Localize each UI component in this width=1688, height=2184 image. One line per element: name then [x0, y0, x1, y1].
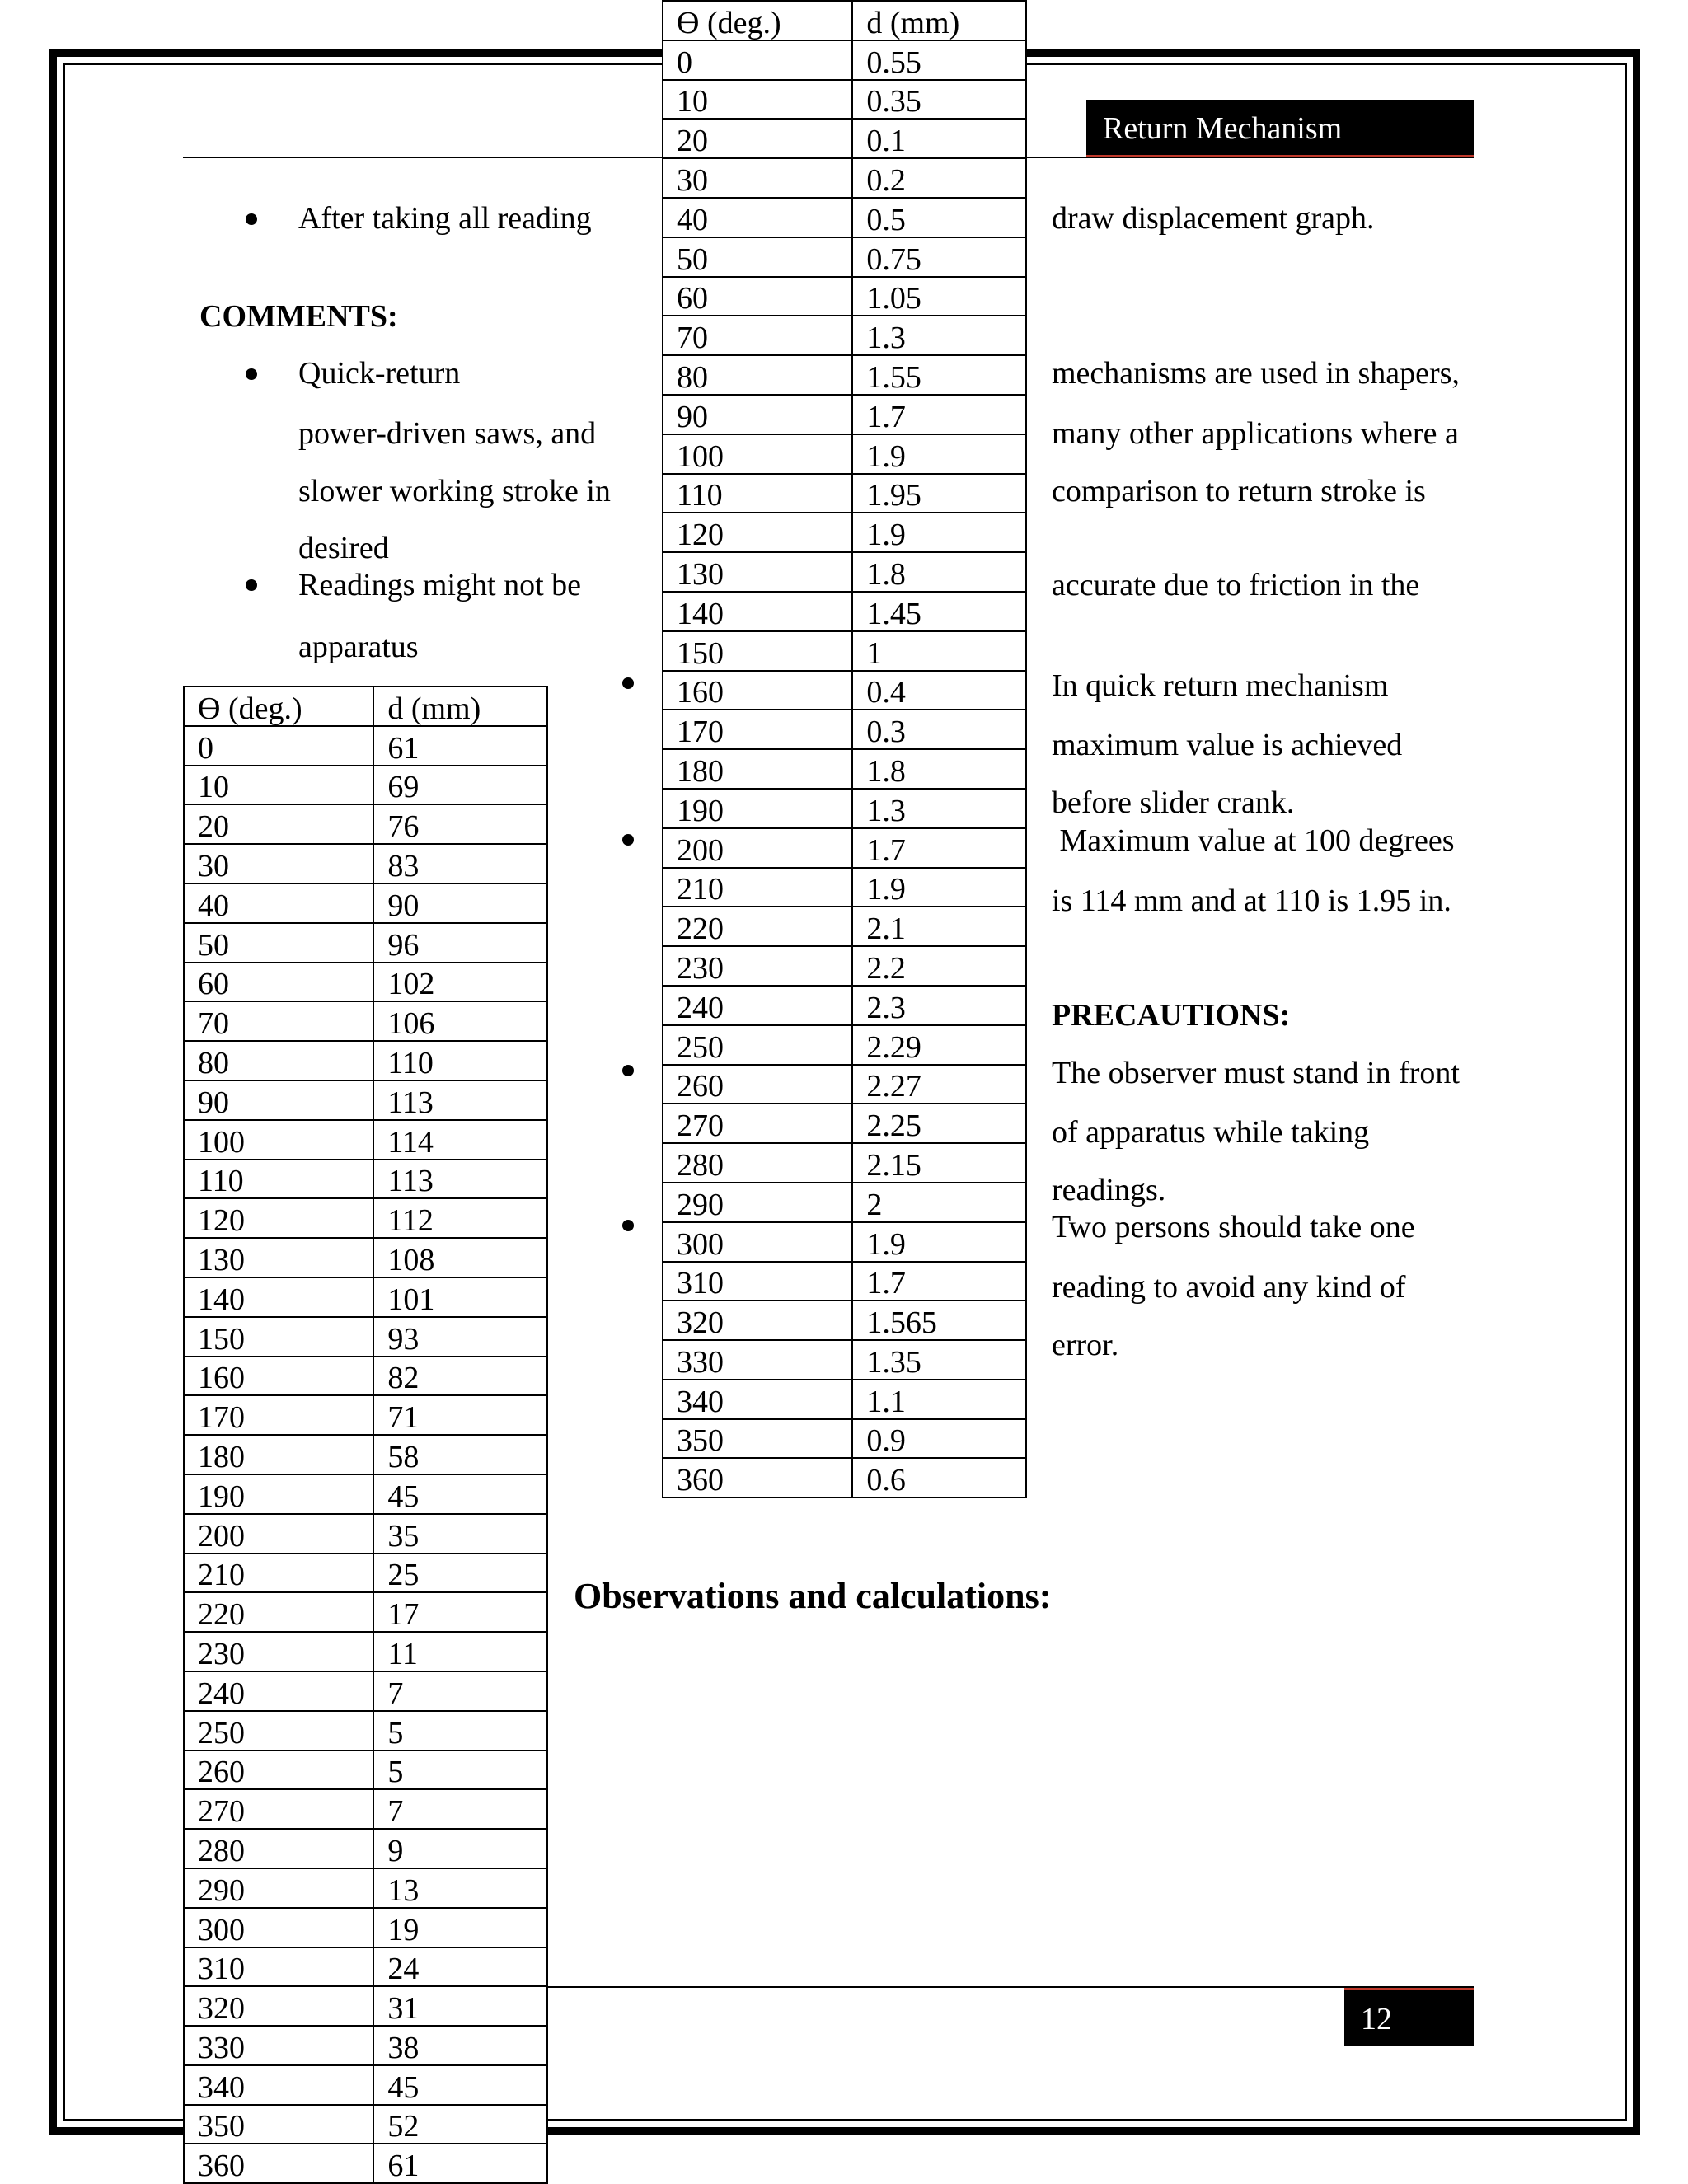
bullet-icon [246, 368, 257, 380]
table-row [184, 1908, 547, 1947]
angle-cell: 210 [184, 1554, 373, 1593]
angle-cell: 270 [663, 1104, 852, 1143]
angle-cell: 10 [663, 80, 852, 120]
comment-right-line-2: many other applications where a [1052, 416, 1459, 451]
angle-cell: 220 [184, 1592, 373, 1632]
precaution-2-line-3: error. [1052, 1328, 1119, 1362]
angle-cell: 110 [663, 474, 852, 513]
bullet-icon [246, 213, 257, 225]
step-text-left: After taking all reading [298, 201, 592, 236]
comment-right-line-3: comparison to return stroke is [1052, 474, 1426, 509]
table-row [184, 1671, 547, 1711]
displacement-cell: 0.75 [852, 237, 1026, 277]
table-row [184, 726, 547, 766]
displacement-cell: 9 [373, 1829, 547, 1868]
displacement-cell: 1.7 [852, 395, 1026, 434]
displacement-cell: 19 [373, 1908, 547, 1947]
angle-cell: 180 [663, 749, 852, 789]
displacement-cell: 93 [373, 1317, 547, 1357]
displacement-cell: 114 [373, 1120, 547, 1160]
angle-cell: 120 [184, 1198, 373, 1238]
comment-line-2: power-driven saws, and [298, 416, 597, 451]
table-row [663, 1301, 1026, 1340]
footer-rule [462, 1986, 1474, 1988]
comment-line-3: slower working stroke in [298, 474, 611, 509]
angle-cell: 160 [663, 671, 852, 710]
angle-cell: 240 [663, 986, 852, 1025]
angle-cell: 0 [184, 726, 373, 766]
friction-line-1: Readings might not be [298, 568, 582, 602]
angle-cell: 160 [184, 1357, 373, 1396]
displacement-table-center [662, 0, 1027, 1498]
table-row [663, 513, 1026, 552]
angle-cell: 170 [184, 1395, 373, 1435]
table-row [663, 1419, 1026, 1459]
table-row [663, 592, 1026, 631]
friction-right: accurate due to friction in the [1052, 568, 1420, 602]
table-row [184, 923, 547, 963]
angle-cell: 0 [663, 40, 852, 80]
table-row [663, 80, 1026, 120]
angle-cell: 270 [184, 1789, 373, 1829]
table-row [184, 1947, 547, 1987]
table-row [663, 355, 1026, 395]
table-row [663, 277, 1026, 316]
displacement-cell: 11 [373, 1632, 547, 1671]
angle-cell: 140 [663, 592, 852, 631]
table-row [663, 986, 1026, 1025]
angle-cell: 100 [663, 434, 852, 474]
angle-cell: 300 [184, 1908, 373, 1947]
displacement-cell: 1.9 [852, 513, 1026, 552]
angle-cell: 260 [184, 1750, 373, 1790]
table-row [663, 1380, 1026, 1419]
displacement-cell: 1.45 [852, 592, 1026, 631]
displacement-cell: 102 [373, 963, 547, 1002]
angle-cell: 320 [663, 1301, 852, 1340]
displacement-cell: 61 [373, 726, 547, 766]
angle-cell: 350 [663, 1419, 852, 1459]
table-row [663, 749, 1026, 789]
displacement-cell: 2 [852, 1183, 1026, 1222]
table-row [184, 1632, 547, 1671]
displacement-cell: 96 [373, 923, 547, 963]
table-row [184, 1829, 547, 1868]
displacement-cell: 35 [373, 1514, 547, 1554]
displacement-cell: 5 [373, 1750, 547, 1790]
displacement-cell: 52 [373, 2105, 547, 2144]
displacement-cell: 71 [373, 1395, 547, 1435]
angle-cell: 60 [663, 277, 852, 316]
displacement-cell: 2.3 [852, 986, 1026, 1025]
angle-cell: 260 [663, 1065, 852, 1104]
angle-cell: 310 [184, 1947, 373, 1987]
quick-return-note-3: before slider crank. [1052, 785, 1295, 820]
angle-cell: 30 [663, 158, 852, 198]
angle-cell: 200 [184, 1514, 373, 1554]
table-row [663, 710, 1026, 749]
table-row [184, 1789, 547, 1829]
angle-cell: 50 [184, 923, 373, 963]
angle-cell: 180 [184, 1435, 373, 1474]
displacement-cell: 58 [373, 1435, 547, 1474]
angle-cell: 280 [663, 1143, 852, 1183]
table-row [184, 1868, 547, 1908]
table-row [184, 2144, 547, 2183]
table-row [184, 1592, 547, 1632]
table-row [184, 1080, 547, 1120]
displacement-cell: 0.2 [852, 158, 1026, 198]
displacement-cell: 1.1 [852, 1380, 1026, 1419]
displacement-cell: 0.35 [852, 80, 1026, 120]
displacement-cell: 2.15 [852, 1143, 1026, 1183]
angle-cell: 330 [663, 1340, 852, 1380]
table-row [184, 1395, 547, 1435]
comment-line-4: desired [298, 531, 389, 565]
table-row [184, 766, 547, 805]
displacement-cell: 61 [373, 2144, 547, 2183]
precaution-2-line-2: reading to avoid any kind of [1052, 1270, 1406, 1305]
angle-cell: 120 [663, 513, 852, 552]
bullet-icon [622, 834, 634, 846]
precautions-heading: PRECAUTIONS: [1052, 998, 1291, 1033]
angle-cell: 90 [663, 395, 852, 434]
table-row [663, 158, 1026, 198]
displacement-cell: 1 [852, 631, 1026, 671]
displacement-cell: 0.55 [852, 40, 1026, 80]
displacement-cell: 112 [373, 1198, 547, 1238]
table-row [184, 1041, 547, 1080]
angle-cell: 150 [663, 631, 852, 671]
displacement-cell: 5 [373, 1711, 547, 1750]
table-row [663, 868, 1026, 907]
displacement-cell: 2.29 [852, 1025, 1026, 1065]
displacement-cell: 1.7 [852, 1262, 1026, 1301]
table-row [663, 631, 1026, 671]
angle-cell: 40 [663, 198, 852, 237]
table-row [184, 1160, 547, 1199]
precaution-2-line-1: Two persons should take one [1052, 1210, 1415, 1244]
table-row [184, 1317, 547, 1357]
angle-cell: 330 [184, 2026, 373, 2065]
angle-header: ϴ (deg.) [184, 687, 373, 726]
table-row [184, 1357, 547, 1396]
table-row [184, 1001, 547, 1041]
displacement-header: d (mm) [373, 687, 547, 726]
table-row [184, 1554, 547, 1593]
angle-cell: 360 [184, 2144, 373, 2183]
displacement-cell: 7 [373, 1789, 547, 1829]
angle-cell: 130 [663, 552, 852, 592]
angle-cell: 290 [663, 1183, 852, 1222]
displacement-cell: 1.3 [852, 316, 1026, 355]
bullet-icon [622, 1220, 634, 1231]
table-row [663, 434, 1026, 474]
page-number: 12 [1344, 1988, 1474, 2046]
angle-cell: 150 [184, 1317, 373, 1357]
table-row [184, 2105, 547, 2144]
angle-cell: 210 [663, 868, 852, 907]
angle-cell: 300 [663, 1222, 852, 1262]
displacement-cell: 90 [373, 883, 547, 923]
angle-cell: 140 [184, 1277, 373, 1317]
table-row [663, 828, 1026, 868]
displacement-cell: 17 [373, 1592, 547, 1632]
angle-cell: 280 [184, 1829, 373, 1868]
angle-cell: 190 [184, 1474, 373, 1514]
angle-cell: 230 [184, 1632, 373, 1671]
displacement-cell: 1.95 [852, 474, 1026, 513]
displacement-cell: 31 [373, 1986, 547, 2026]
table-row [663, 1340, 1026, 1380]
angle-cell: 50 [663, 237, 852, 277]
displacement-cell: 106 [373, 1001, 547, 1041]
displacement-cell: 1.7 [852, 828, 1026, 868]
comment-line-1: Quick-return [298, 356, 461, 391]
step-text-right: draw displacement graph. [1052, 201, 1375, 236]
angle-cell: 30 [184, 844, 373, 883]
angle-cell: 240 [184, 1671, 373, 1711]
displacement-cell: 2.27 [852, 1065, 1026, 1104]
table-row [663, 671, 1026, 710]
table-row [184, 1711, 547, 1750]
precaution-1-line-1: The observer must stand in front [1052, 1056, 1460, 1090]
displacement-cell: 110 [373, 1041, 547, 1080]
angle-cell: 90 [184, 1080, 373, 1120]
angle-cell: 290 [184, 1868, 373, 1908]
displacement-cell: 1.8 [852, 552, 1026, 592]
table-row [184, 1238, 547, 1277]
table-row [184, 1120, 547, 1160]
angle-cell: 200 [663, 828, 852, 868]
angle-cell: 250 [663, 1025, 852, 1065]
angle-cell: 190 [663, 789, 852, 828]
angle-cell: 20 [663, 119, 852, 158]
friction-line-2: apparatus [298, 630, 419, 664]
displacement-cell: 83 [373, 844, 547, 883]
displacement-cell: 1.35 [852, 1340, 1026, 1380]
displacement-cell: 0.3 [852, 710, 1026, 749]
displacement-cell: 1.8 [852, 749, 1026, 789]
table-row [663, 119, 1026, 158]
displacement-cell: 13 [373, 1868, 547, 1908]
table-row [663, 395, 1026, 434]
displacement-table-left [183, 686, 548, 2184]
table-row [663, 474, 1026, 513]
table-row [184, 1474, 547, 1514]
table-row [663, 237, 1026, 277]
angle-cell: 80 [663, 355, 852, 395]
displacement-cell: 2.25 [852, 1104, 1026, 1143]
table-row [663, 1143, 1026, 1183]
displacement-cell: 1.55 [852, 355, 1026, 395]
displacement-cell: 2.2 [852, 946, 1026, 986]
angle-cell: 250 [184, 1711, 373, 1750]
table-row [663, 1458, 1026, 1497]
table-row [184, 2026, 547, 2065]
displacement-cell: 1.9 [852, 1222, 1026, 1262]
table-row [184, 2065, 547, 2105]
displacement-cell: 1.05 [852, 277, 1026, 316]
bullet-icon [622, 677, 634, 689]
displacement-cell: 1.9 [852, 434, 1026, 474]
table-row [663, 789, 1026, 828]
table-row [663, 1183, 1026, 1222]
displacement-cell: 101 [373, 1277, 547, 1317]
table-row [184, 1198, 547, 1238]
table-row [663, 907, 1026, 946]
angle-cell: 100 [184, 1120, 373, 1160]
angle-header: ϴ (deg.) [663, 1, 852, 40]
angle-cell: 110 [184, 1160, 373, 1199]
comment-right-line-1: mechanisms are used in shapers, [1052, 356, 1460, 391]
angle-cell: 70 [663, 316, 852, 355]
displacement-cell: 0.1 [852, 119, 1026, 158]
displacement-cell: 113 [373, 1160, 547, 1199]
angle-cell: 350 [184, 2105, 373, 2144]
displacement-cell: 1.3 [852, 789, 1026, 828]
table-row [184, 804, 547, 844]
angle-cell: 310 [663, 1262, 852, 1301]
displacement-cell: 0.4 [852, 671, 1026, 710]
displacement-cell: 82 [373, 1357, 547, 1396]
angle-cell: 340 [663, 1380, 852, 1419]
table-header-row [184, 687, 547, 726]
angle-cell: 320 [184, 1986, 373, 2026]
table-row [184, 883, 547, 923]
displacement-cell: 45 [373, 1474, 547, 1514]
table-row [663, 1025, 1026, 1065]
bullet-icon [246, 579, 257, 591]
quick-return-note-1: In quick return mechanism [1052, 668, 1389, 703]
angle-cell: 220 [663, 907, 852, 946]
angle-cell: 20 [184, 804, 373, 844]
table-body [184, 687, 547, 2183]
quick-return-note-2: maximum value is achieved [1052, 728, 1403, 762]
displacement-cell: 113 [373, 1080, 547, 1120]
displacement-cell: 38 [373, 2026, 547, 2065]
table-row [184, 1277, 547, 1317]
angle-cell: 10 [184, 766, 373, 805]
comments-heading: COMMENTS: [199, 299, 398, 334]
displacement-cell: 0.9 [852, 1419, 1026, 1459]
angle-cell: 170 [663, 710, 852, 749]
table-body [663, 1, 1026, 1497]
displacement-cell: 108 [373, 1238, 547, 1277]
bullet-icon [622, 1065, 634, 1076]
observations-heading: Observations and calculations: [574, 1576, 1052, 1616]
displacement-cell: 69 [373, 766, 547, 805]
angle-cell: 60 [184, 963, 373, 1002]
displacement-cell: 25 [373, 1554, 547, 1593]
angle-cell: 360 [663, 1458, 852, 1497]
displacement-header: d (mm) [852, 1, 1026, 40]
table-row [663, 552, 1026, 592]
displacement-cell: 45 [373, 2065, 547, 2105]
maximum-note-1: Maximum value at 100 degrees [1052, 823, 1455, 858]
displacement-cell: 76 [373, 804, 547, 844]
displacement-cell: 1.9 [852, 868, 1026, 907]
table-row [184, 963, 547, 1002]
maximum-note-2: is 114 mm and at 110 is 1.95 in. [1052, 883, 1451, 918]
table-row [663, 1262, 1026, 1301]
displacement-cell: 7 [373, 1671, 547, 1711]
table-row [184, 1514, 547, 1554]
displacement-cell: 0.6 [852, 1458, 1026, 1497]
precaution-1-line-2: of apparatus while taking [1052, 1115, 1370, 1150]
table-row [184, 1435, 547, 1474]
displacement-cell: 2.1 [852, 907, 1026, 946]
displacement-cell: 24 [373, 1947, 547, 1987]
angle-cell: 80 [184, 1041, 373, 1080]
table-row [184, 1986, 547, 2026]
displacement-cell: 1.565 [852, 1301, 1026, 1340]
angle-cell: 340 [184, 2065, 373, 2105]
table-row [663, 40, 1026, 80]
table-row [663, 1222, 1026, 1262]
table-row [663, 198, 1026, 237]
angle-cell: 130 [184, 1238, 373, 1277]
angle-cell: 230 [663, 946, 852, 986]
angle-cell: 70 [184, 1001, 373, 1041]
displacement-cell: 0.5 [852, 198, 1026, 237]
table-row [663, 1065, 1026, 1104]
table-row [663, 316, 1026, 355]
header-title: Return Mechanism [1086, 100, 1474, 157]
table-header-row [663, 1, 1026, 40]
table-row [184, 1750, 547, 1790]
angle-cell: 40 [184, 883, 373, 923]
table-row [663, 1104, 1026, 1143]
table-row [184, 844, 547, 883]
precaution-1-line-3: readings. [1052, 1173, 1166, 1207]
table-row [663, 946, 1026, 986]
